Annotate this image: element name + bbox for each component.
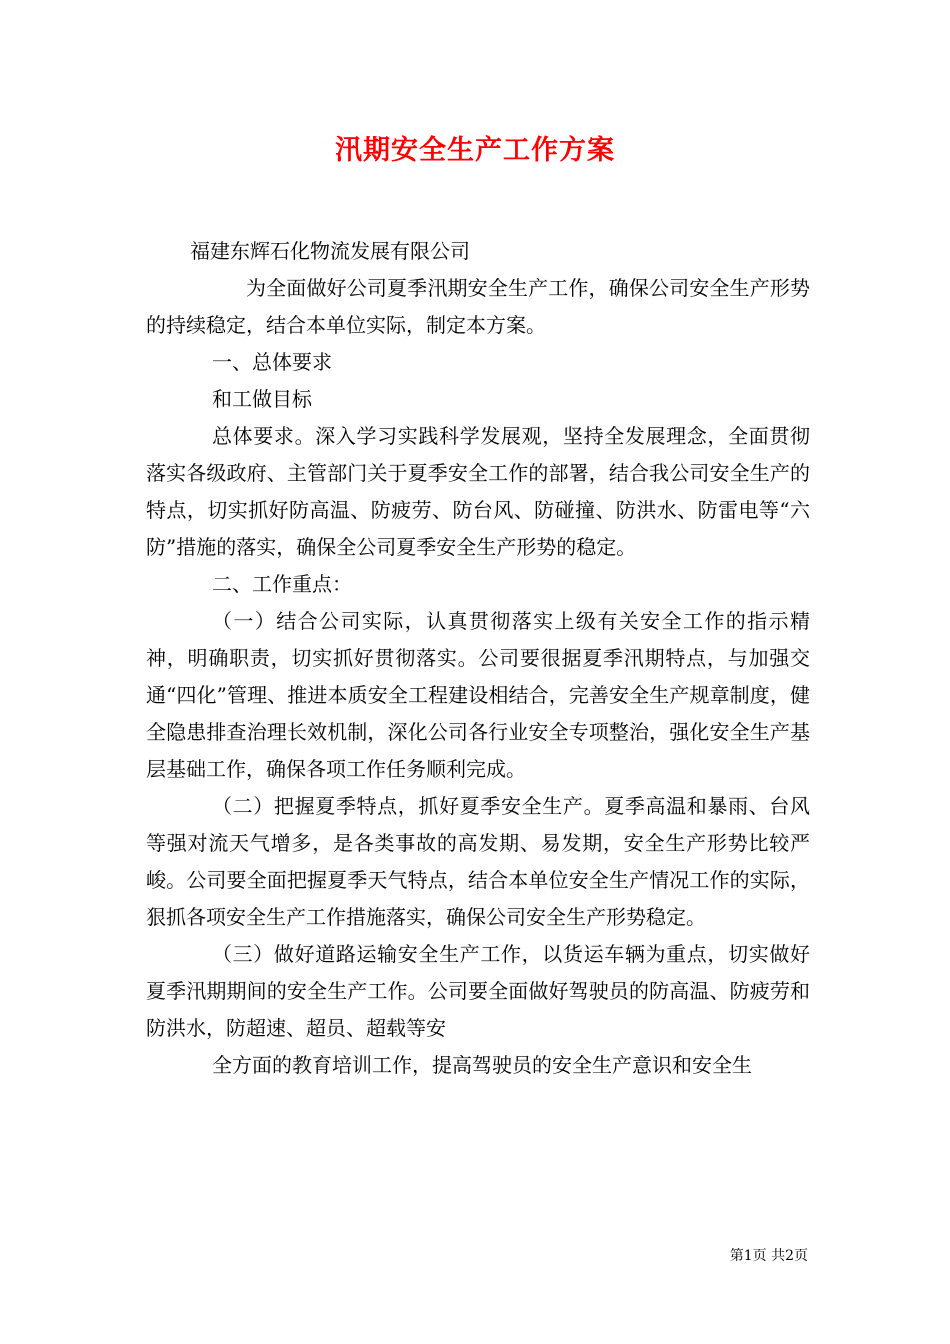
paragraph-continuation: 全方面的教育培训工作，提高驾驶员的安全生产意识和安全生 (212, 1053, 752, 1077)
paragraph-intro: 为全面做好公司夏季汛期安全生产工作，确保公司安全生产形势的持续稳定，结合本单位实际，制定本方案。 (146, 276, 810, 337)
paragraph-focus-2: （二）把握夏季特点，抓好夏季安全生产。夏季高温和暴雨、台风等强对流天气增多，是各类事故的高发期、易发期，安全生产形势比较严峻。公司要全面把握夏季天气特点，结合本单位安全生产情况工作的实际，狠抓各项安全生产工作措施落实，确保公司安全生产形势稳定。 (146, 794, 810, 929)
heading-general-requirements: 一、总体要求 (212, 350, 332, 374)
paragraph-focus-3: （三）做好道路运输安全生产工作，以货运车辆为重点，切实做好夏季汛期期间的安全生产工作。公司要全面做好驾驶员的防高温、防疲劳和防洪水，防超速、超员、超载等安 (146, 942, 810, 1040)
paragraph-general-requirements: 总体要求。深入学习实践科学发展观，坚持全发展理念，全面贯彻落实各级政府、主管部门关于夏季安全工作的部署，结合我公司安全生产的特点，切实抓好防高温、防疲劳、防台风、防碰撞、防洪水、防雷电等“六防”措施的落实，确保全公司夏季安全生产形势的稳定。 (146, 424, 810, 559)
page-number: 第1页 共2页 (729, 1248, 808, 1264)
heading-goals: 和工做目标 (212, 387, 312, 411)
company-name: 福建东辉石化物流发展有限公司 (190, 239, 470, 263)
heading-work-focus: 二、工作重点： (212, 572, 352, 596)
paragraph-focus-1: （一）结合公司实际，认真贯彻落实上级有关安全工作的指示精神，明确职责，切实抓好贯彻落实。公司要很据夏季汛期特点，与加强交通“四化”管理、推进本质安全工程建设相结合，完善安全生产规章制度，健全隐患排查治理长效机制，深化公司各行业安全专项整治，强化安全生产基层基础工作，确保各项工作任务顺利完成。 (146, 609, 810, 781)
document-body (146, 233, 810, 1084)
page-title: 汛期安全生产工作方案 (335, 135, 615, 166)
